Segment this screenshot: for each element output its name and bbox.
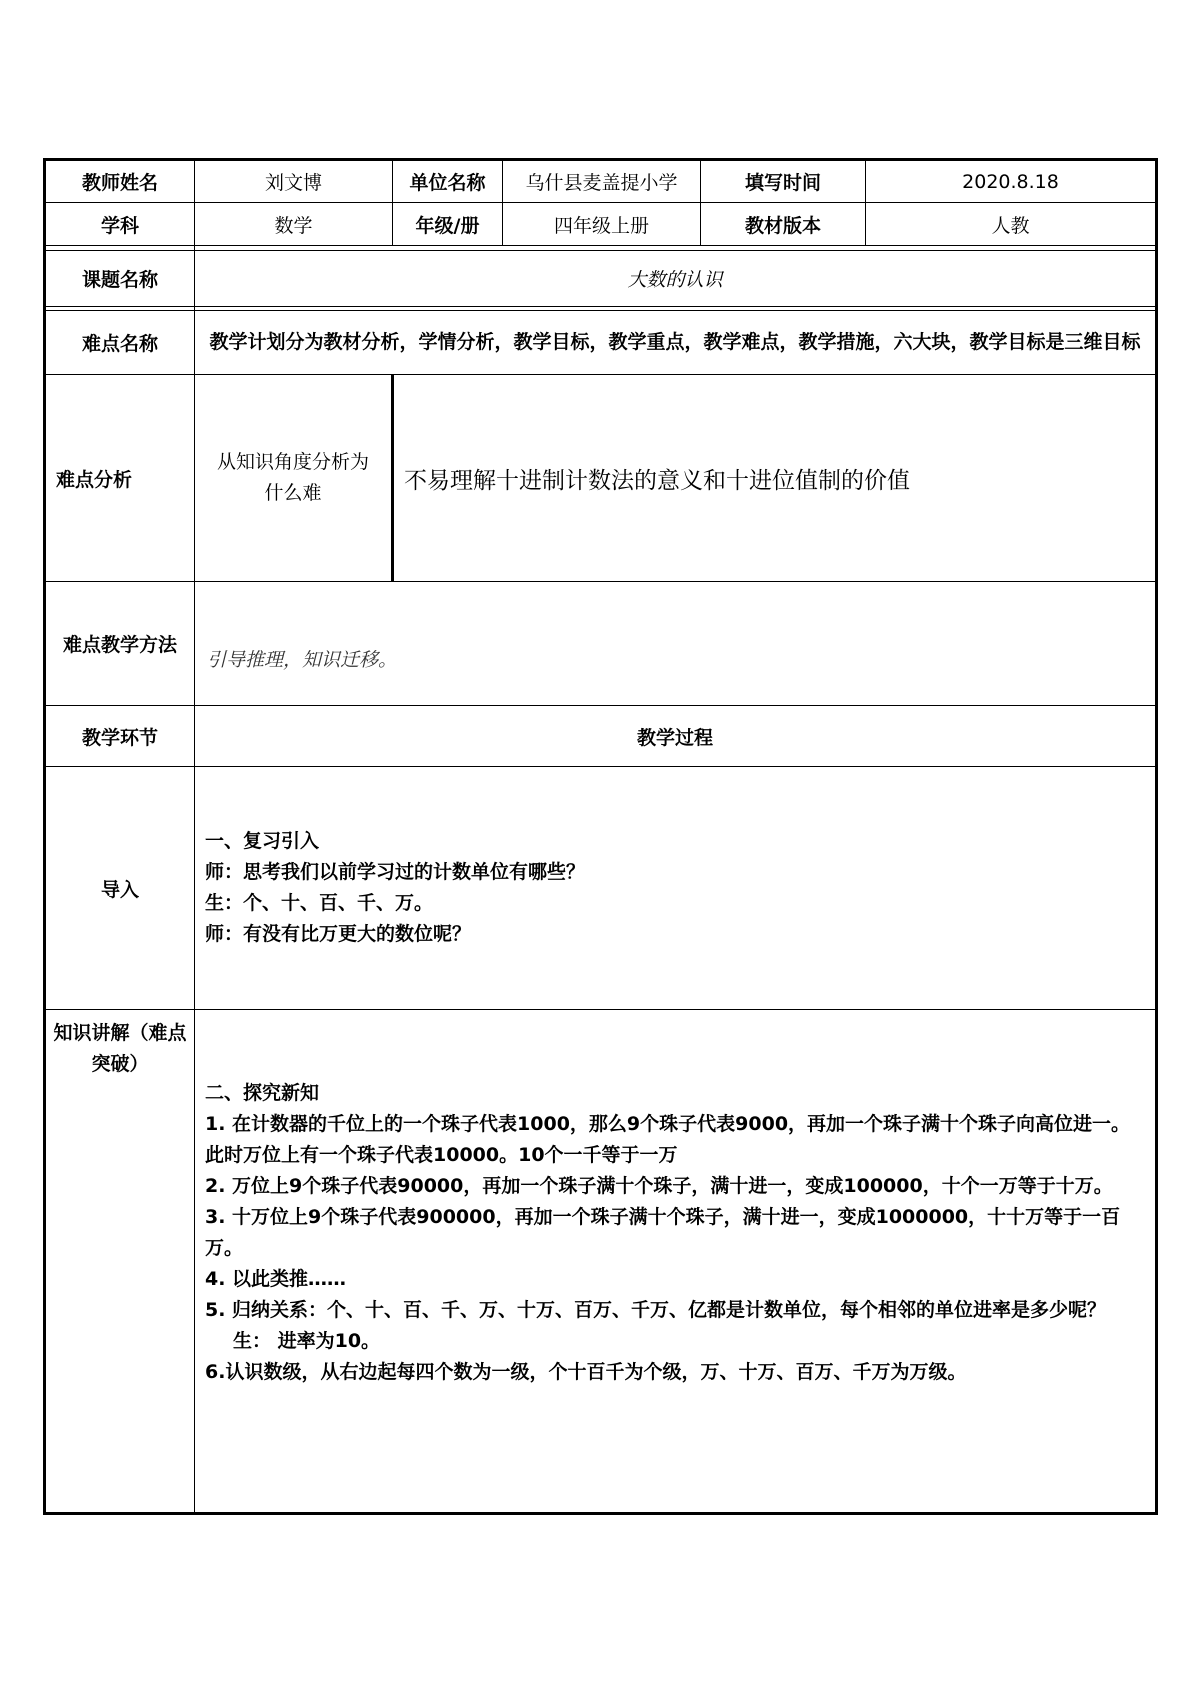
difficulty-row [45,311,1157,375]
teacher-name-value: 刘文博 [195,160,393,203]
analysis-value: 不易理解十进制计数法的意义和十进位值制的价值 [393,375,1157,582]
knowledge-line: 5. 归纳关系：个、十、百、千、万、十万、百万、千万、亿都是计数单位，每个相邻的单位进率是多少呢？ [205,1299,1107,1321]
topic-value: 大数的认识 [195,251,1157,307]
knowledge-line: 6.认识数级，从右边起每四个数为一级，个十百千为个级，万、十万、百万、千万为万级。 [205,1361,967,1383]
knowledge-line: 4. 以此类推…… [205,1268,347,1290]
topic-label: 课题名称 [45,251,195,307]
process-label: 教学过程 [195,706,1157,767]
teacher-name-label: 教师姓名 [45,160,195,203]
edition-label: 教材版本 [701,203,866,246]
knowledge-label-text: 知识讲解（难点突破） [53,1022,187,1075]
fill-date-label: 填写时间 [701,160,866,203]
unit-name-value: 乌什县麦盖提小学 [503,160,701,203]
knowledge-line: 1. 在计数器的千位上的一个珠子代表1000，那么9个珠子代表9000，再加一个珠子满十个珠子向高位进一。此时万位上有一个珠子代表10000。10个一千等于一万 [205,1113,1131,1166]
knowledge-line: 3. 十万位上9个珠子代表900000，再加一个珠子满十个珠子，满十进一，变成1000000，十十万等于一百万。 [205,1206,1121,1259]
intro-content [195,767,1157,1010]
header-row-1 [45,160,1157,203]
knowledge-label [45,1010,195,1514]
analysis-label: 难点分析 [45,375,195,582]
difficulty-value: 教学计划分为教材分析，学情分析，教学目标，教学重点，教学难点，教学措施，六大块，教学目标是三维目标 [195,311,1157,375]
intro-label: 导入 [45,767,195,1010]
knowledge-line: 二、探究新知 [205,1082,320,1104]
knowledge-row [45,1010,1157,1514]
method-row [45,582,1157,706]
intro-row [45,767,1157,1010]
method-label: 难点教学方法 [45,582,195,706]
knowledge-content [195,1010,1157,1514]
intro-line: 师：有没有比万更大的数位呢？ [205,923,472,945]
method-value: 引导推理，知识迁移。 [195,582,1157,706]
grade-label: 年级/册 [393,203,503,246]
unit-name-label: 单位名称 [393,160,503,203]
lesson-plan-table [43,158,1158,1515]
subject-value: 数学 [195,203,393,246]
fill-date-value: 2020.8.18 [866,160,1157,203]
header-row-2 [45,203,1157,246]
intro-line: 师：思考我们以前学习过的计数单位有哪些？ [205,861,586,883]
intro-line: 一、复习引入 [205,830,320,852]
grade-value: 四年级上册 [503,203,701,246]
difficulty-label: 难点名称 [45,311,195,375]
edition-value: 人教 [866,203,1157,246]
analysis-sub-label: 从知识角度分析为什么难 [195,375,393,582]
process-stage-label: 教学环节 [45,706,195,767]
knowledge-line: 2. 万位上9个珠子代表90000，再加一个珠子满十个珠子，满十进一，变成100000，十个一万等于十万。 [205,1175,1113,1197]
intro-line: 生：个、十、百、千、万。 [205,892,434,914]
lesson-plan-form [43,158,1155,1515]
analysis-row [45,375,1157,582]
subject-label: 学科 [45,203,195,246]
process-header-row [45,706,1157,767]
knowledge-line: 生： 进率为10。 [233,1330,381,1352]
topic-row [45,251,1157,307]
